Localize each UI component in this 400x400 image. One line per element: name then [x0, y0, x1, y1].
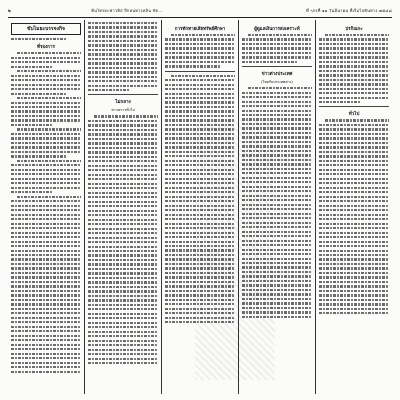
article-body: [165, 75, 235, 324]
article-headline: ผู้ดูแลเงินการสงเคราะห์: [254, 27, 300, 32]
dateline: ที่ ๆกรที่ ๑๑ วันมีนาคม ที่เริ่มไปทันทาง ๗๕๘๘: [306, 7, 392, 13]
article-subhead: ข่าวคราวทั่วไป: [111, 108, 135, 113]
column-1: [8, 20, 85, 394]
article-headline: ข่าวต่างประเทศ: [261, 72, 293, 78]
article-headline: การทักทายเสียทรัพย์ศึกษา: [174, 27, 226, 32]
column-3: [162, 20, 239, 394]
article-body: [319, 119, 389, 314]
article-headline: ไม่กลาง: [115, 100, 131, 106]
article-body: [242, 87, 312, 318]
article-body: [88, 22, 158, 91]
article-body: [165, 34, 235, 68]
page-header: [8, 4, 392, 16]
column-5: [316, 20, 392, 394]
article-subhead: (ไทยกับประเทศต่าง): [261, 80, 293, 85]
article-body: [319, 34, 389, 103]
article-headline: ที่รองการ: [37, 45, 55, 51]
page-number: ๒: [8, 7, 11, 13]
article-divider: [319, 106, 389, 107]
column-4: [239, 20, 316, 394]
article-divider: [165, 71, 235, 72]
article-body: [242, 34, 312, 63]
article-headline: ทั่วไป: [348, 112, 360, 118]
article-divider: [242, 66, 312, 67]
section-box-title: ขับไมยะบรรจงกิจ: [11, 23, 81, 35]
header-rule: [8, 17, 392, 18]
article-divider: [88, 94, 158, 95]
columns: [8, 20, 392, 394]
text-line: [11, 38, 67, 40]
article-body: [88, 115, 158, 364]
article-body: [11, 52, 81, 373]
masthead-title: ทินไทรยะฟาวคิส ลึกหนทางหลิน ขัด...: [91, 7, 163, 13]
article-headline: ปรกิณกะ: [345, 27, 363, 32]
column-2: [85, 20, 162, 394]
